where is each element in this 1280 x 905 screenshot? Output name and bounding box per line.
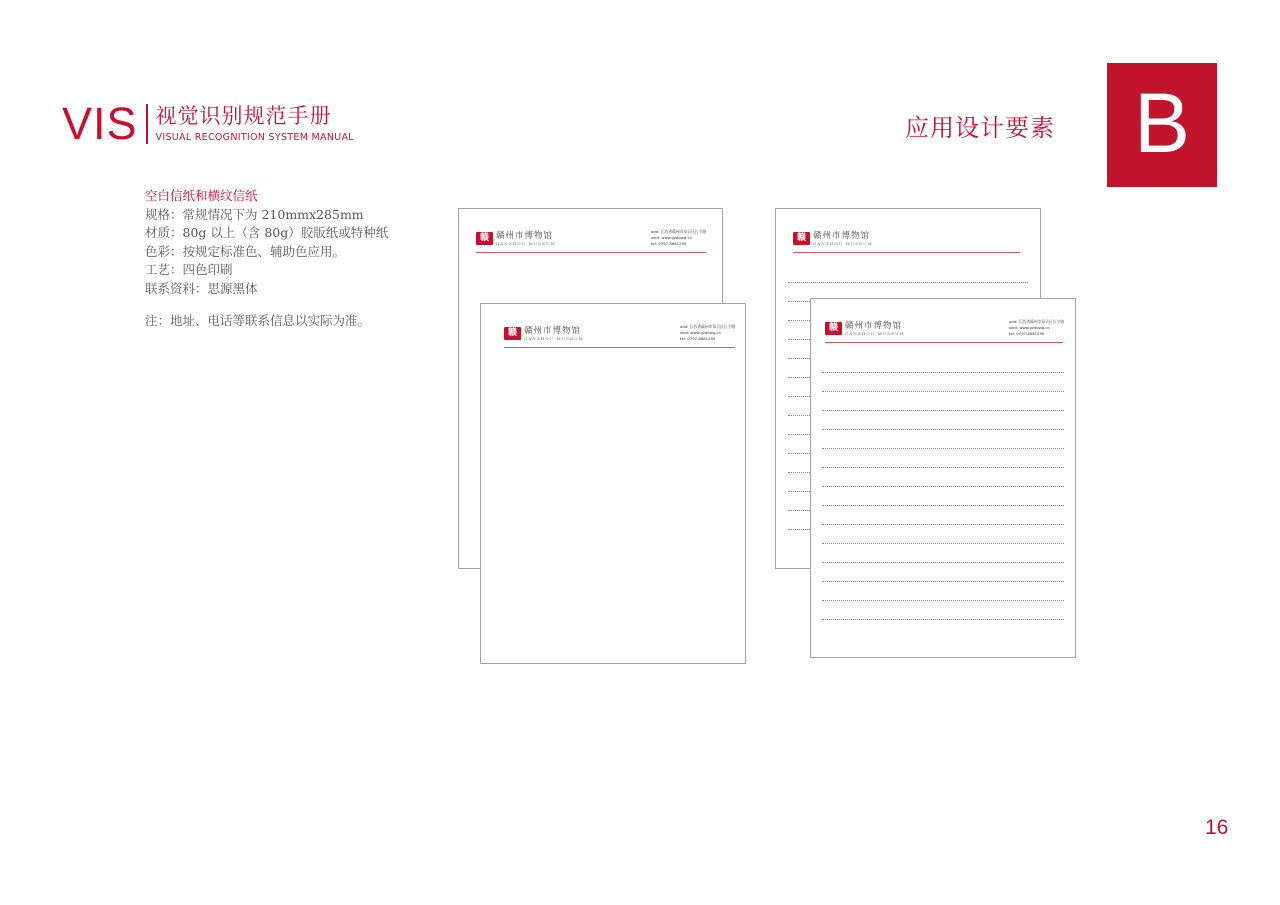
spec-note: 注：地址、电话等联系信息以实际为准。 [145, 312, 371, 328]
writing-line [788, 358, 810, 359]
writing-line [788, 510, 810, 511]
writing-line [822, 505, 1064, 506]
writing-line [822, 562, 1064, 563]
logo-name-en: GANZHOU MUSEUM [845, 331, 905, 336]
writing-line [822, 448, 1064, 449]
page-number: 16 [1205, 816, 1229, 839]
section-letter-box [1107, 63, 1217, 187]
contact-address: add: 江西省赣州市章贡区长宁路 [680, 324, 736, 329]
logo-name-cn: 赣州市博物馆 [524, 326, 582, 336]
brand-lockup [62, 100, 354, 148]
spec-line-font: 联系资料：思源黑体 [145, 280, 258, 296]
writing-line [822, 391, 1064, 392]
contact-web: wed: www.gzdbwg.cn [680, 330, 721, 336]
spec-line-material: 材质：80g 以上（含 80g）胶版纸或特种纸 [145, 225, 389, 241]
writing-line [822, 429, 1064, 430]
contact-info [680, 324, 735, 343]
museum-logo-icon: 赣 [476, 232, 493, 245]
contact-info [651, 229, 706, 248]
contact-info [1009, 319, 1064, 338]
museum-logo-icon: 赣 [504, 327, 521, 340]
letterhead-logo [825, 321, 905, 336]
writing-line [822, 410, 1064, 411]
contact-web: wed: www.gzdbwg.cn [1009, 325, 1050, 331]
contact-tel: tel: 0797-8681299 [651, 241, 687, 247]
writing-line [788, 301, 810, 302]
spec-line-size: 规格：常规情况下为 210mmx285mm [145, 206, 364, 222]
spec-title: 空白信纸和横纹信纸 [145, 188, 258, 203]
spec-line-color: 色彩：按规定标准色、辅助色应用。 [145, 243, 346, 259]
writing-line [822, 372, 1064, 373]
writing-line [788, 491, 810, 492]
header-rule [793, 252, 1020, 253]
brand-title-cn: 视觉识别规范手册 [155, 104, 332, 128]
writing-line [788, 529, 810, 530]
section-letter: B [1133, 76, 1191, 170]
letterhead-logo [504, 326, 584, 341]
contact-tel: tel: 0797-8681299 [1009, 331, 1045, 337]
logo-name-cn: 赣州市博物馆 [496, 231, 554, 241]
writing-line [788, 377, 810, 378]
writing-line [788, 472, 810, 473]
brand-text [156, 104, 354, 144]
brand-title-en: VISUAL RECOGNITION SYSTEM MANUAL [155, 132, 354, 143]
writing-line [822, 619, 1064, 620]
contact-web: wed: www.gzdbwg.cn [651, 235, 692, 241]
contact-address: add: 江西省赣州市章贡区长宁路 [1009, 319, 1065, 324]
museum-logo-icon: 赣 [793, 232, 810, 245]
writing-line [822, 486, 1064, 487]
contact-address: add: 江西省赣州市章贡区长宁路 [651, 229, 707, 234]
header-rule [825, 342, 1063, 343]
brand-abbr: VIS [62, 98, 138, 149]
logo-name-en: GANZHOU MUSEUM [496, 241, 556, 246]
header-rule [476, 252, 706, 253]
letterhead-logo [793, 231, 873, 246]
spec-description [145, 187, 388, 330]
writing-line [822, 600, 1064, 601]
writing-line [788, 339, 810, 340]
writing-line [788, 415, 810, 416]
section-title: 应用设计要素 [905, 114, 1055, 142]
contact-tel: tel: 0797-8681299 [680, 336, 716, 342]
writing-line [788, 282, 1028, 283]
writing-line [822, 524, 1064, 525]
writing-line [822, 467, 1064, 468]
writing-line [788, 453, 810, 454]
letterhead-logo [476, 231, 556, 246]
logo-name-en: GANZHOU MUSEUM [813, 241, 873, 246]
header-rule [504, 347, 735, 348]
brand-divider [146, 104, 148, 144]
logo-name-cn: 赣州市博物馆 [845, 321, 903, 331]
writing-line [788, 434, 810, 435]
museum-logo-icon: 赣 [825, 322, 842, 335]
writing-line [822, 581, 1064, 582]
lined-letter-front [810, 298, 1076, 658]
logo-name-en: GANZHOU MUSEUM [524, 336, 584, 341]
writing-line [788, 320, 810, 321]
logo-name-cn: 赣州市博物馆 [813, 231, 871, 241]
blank-letter-front [480, 303, 746, 664]
writing-line [788, 396, 810, 397]
writing-line [822, 543, 1064, 544]
spec-line-process: 工艺：四色印刷 [145, 262, 233, 278]
